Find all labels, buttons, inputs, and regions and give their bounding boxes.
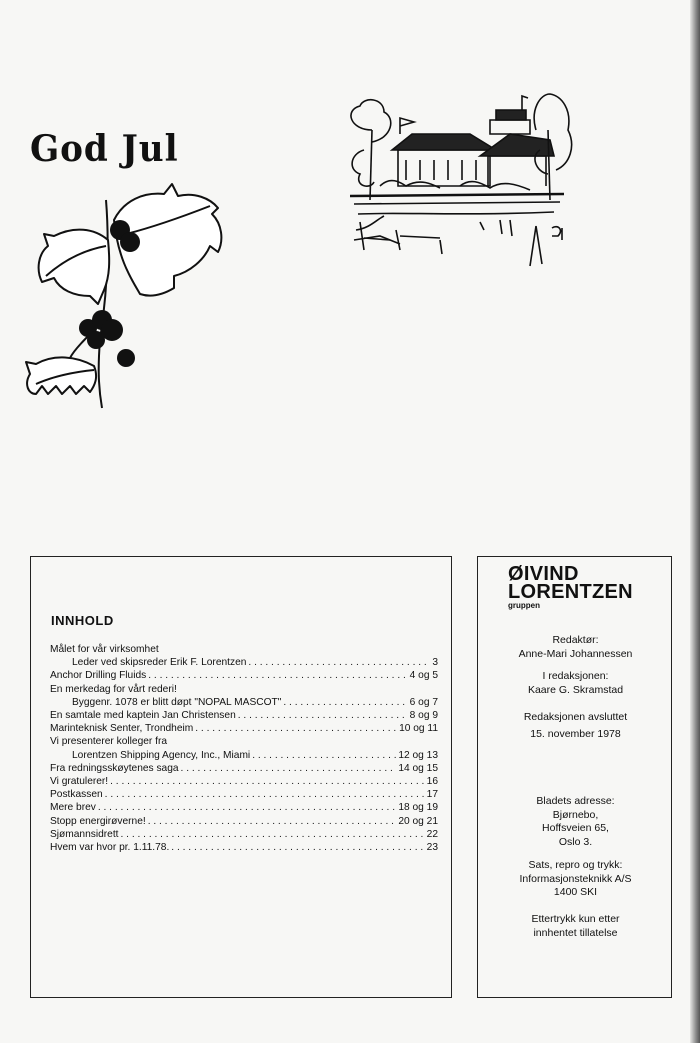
toc-entry-page: 6 og 7 [409,696,438,708]
toc-leader-dots [179,762,397,775]
toc-entry-page: 20 og 21 [398,815,438,827]
toc-entry [50,788,438,801]
toc-entry-page: 12 og 13 [398,749,438,761]
toc-entry-title: Målet for vår virksomhet [50,644,159,655]
toc-entry [50,749,438,762]
holly-illustration [14,180,234,420]
table-of-contents-box [30,556,452,998]
closing-label: Redaksjonen avsluttet [523,711,628,723]
print-block [478,859,673,900]
toc-entry-page: 16 [426,776,438,788]
toc-leader-dots [250,749,396,762]
print-line1: Informasjonsteknikk A/S [519,872,632,885]
toc-entry-title: Vi presenterer kolleger fra [50,736,168,748]
toc-entry [50,801,438,814]
toc-entry-page: 4 og 5 [409,670,438,682]
toc-entry-title: Stopp energirøverne! [50,815,146,827]
brand-logo-line1: ØIVIND [508,563,579,585]
toc-entry-title: Vi gratulerer! [50,776,109,788]
toc-entry [50,656,438,669]
page-edge-shadow [690,0,700,1043]
staff-name: Kaare G. Skramstad [527,683,624,696]
toc-entry-page: 10 og 11 [399,723,438,735]
toc-leader-dots [281,696,407,709]
print-line2: 1400 SKI [553,886,598,898]
toc-entry-page: 14 og 15 [398,762,438,774]
toc-leader-dots [96,801,396,814]
toc-entry [50,828,438,841]
toc-list [50,643,438,854]
editor-label: Redaktør: [552,634,599,646]
toc-entry [50,669,438,682]
toc-leader-dots [119,828,425,841]
toc-entry-title: Mere brev [50,802,96,814]
toc-leader-dots [146,669,407,682]
editor-name: Anne-Mari Johannessen [518,647,633,660]
toc-entry [50,709,438,722]
toc-entry-title: Marinteknisk Senter, Trondheim [50,723,194,735]
toc-entry-title: Postkassen [50,789,103,801]
toc-entry-page: 18 og 19 [398,802,438,814]
toc-entry [50,775,438,788]
toc-entry-title: En samtale med kaptein Jan Christensen [50,710,236,722]
colophon-box [477,556,672,998]
editor-block [478,634,673,661]
toc-leader-dots [103,788,425,801]
toc-entry-page: 8 og 9 [409,710,438,722]
house-sketch-illustration [340,90,580,270]
page-title: God Jul [30,128,179,170]
toc-entry-page: 23 [426,842,438,854]
staff-block [478,670,673,697]
closing-block [478,711,673,741]
toc-leader-dots [108,775,425,788]
toc-entry-title: Fra redningsskøytenes saga [50,762,179,774]
toc-entry [50,696,438,709]
brand-logo-subtitle: gruppen [508,601,540,610]
toc-leader-dots [236,709,408,722]
toc-leader-dots [169,841,424,854]
toc-entry [50,841,438,854]
toc-title: INNHOLD [51,613,114,628]
toc-entry-page: 22 [426,828,438,840]
toc-leader-dots [193,722,397,735]
toc-entry [50,683,438,696]
toc-entry [50,643,438,656]
toc-entry-page: 17 [426,789,438,801]
notice-line2: innhentet tillatelse [533,926,618,939]
address-block [478,795,673,849]
address-line3: Oslo 3. [558,835,593,848]
toc-entry-title: Anchor Drilling Fluids [50,670,147,682]
address-line2: Hoffsveien 65, [542,822,609,834]
notice-block [478,913,673,940]
toc-entry-title: En merkedag for vårt rederi! [50,683,177,695]
toc-entry-title: Byggenr. 1078 er blitt døpt "NOPAL MASCOT" [72,696,282,708]
toc-entry [50,762,438,775]
toc-entry-title: Sjømannsidrett [50,828,119,840]
notice-line1: Ettertrykk kun etter [531,913,620,925]
closing-date: 15. november 1978 [530,727,621,740]
toc-entry-title: Lorentzen Shipping Agency, Inc., Miami [72,749,251,761]
toc-entry-page: 3 [432,657,438,669]
address-label: Bladets adresse: [536,795,615,807]
toc-leader-dots [246,656,430,669]
toc-entry [50,815,438,828]
print-label: Sats, repro og trykk: [528,859,623,871]
toc-leader-dots [146,815,397,828]
staff-label: I redaksjonen: [542,670,609,682]
brand-logo-line2: LORENTZEN [508,581,633,603]
toc-entry-title: Leder ved skipsreder Erik F. Lorentzen [72,657,247,669]
address-line1: Bjørnebo, [552,808,599,821]
toc-entry [50,722,438,735]
toc-entry-title: Hvem var hvor pr. 1.11.78. [50,842,170,854]
toc-entry [50,735,438,748]
